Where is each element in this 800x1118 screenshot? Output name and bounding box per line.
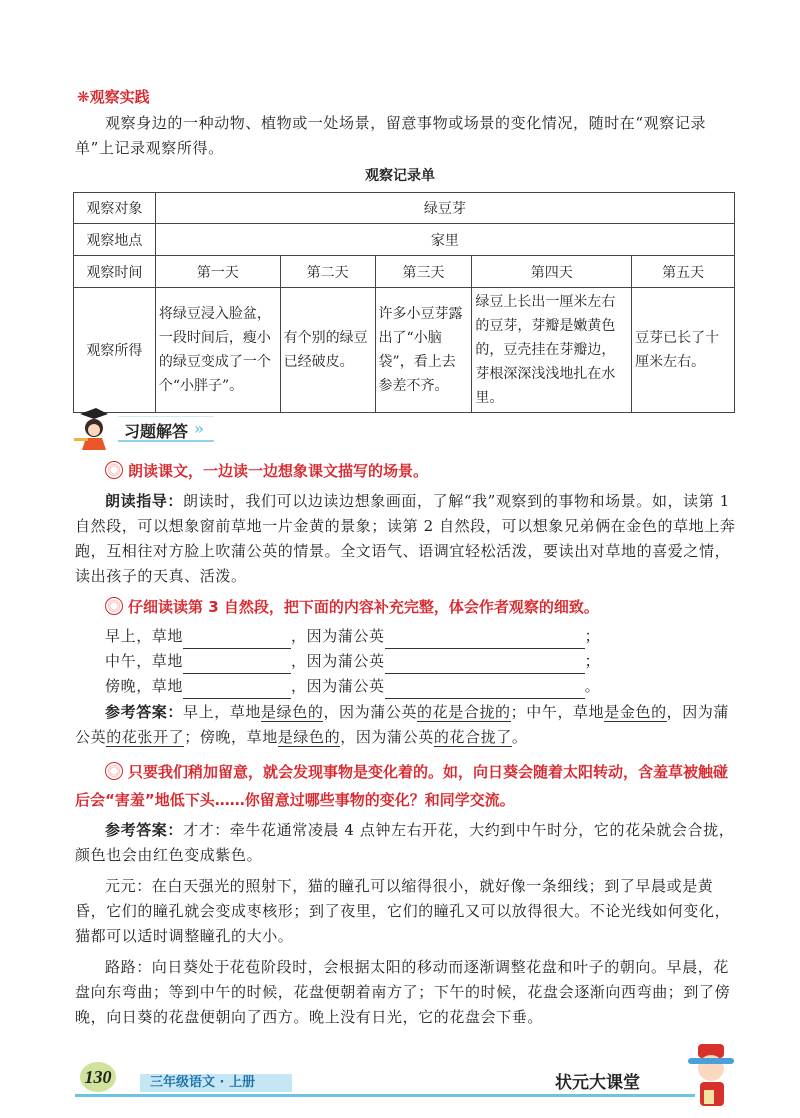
answer-underlined: 的花合拢了: [433, 728, 512, 746]
answer-underlined: 是绿色的: [277, 728, 341, 746]
seal-icon: [105, 461, 123, 479]
place-cell: 家里: [155, 224, 734, 256]
observation-cell: 绿豆上长出一厘米左右的豆芽，芽瓣是嫩黄色的，豆壳挂在芽瓣边，芽根深深浅浅地扎在水里。: [472, 288, 632, 413]
seal-icon: [105, 597, 123, 615]
answer-label: 朗读指导：: [105, 492, 184, 510]
practice-title: 观察实践: [89, 88, 150, 106]
question-text: 只要我们稍加留意，就会发现事物是变化着的。如，向日葵会随着太阳转动，含羞草被触碰后会“害羞”地低下头……你留意过哪些事物的变化？和同学交流。: [75, 763, 729, 809]
answer-underlined: 是金色的: [604, 703, 667, 721]
row-label: 观察所得: [74, 288, 156, 413]
question-3: [75, 758, 737, 814]
day-cell: 第五天: [632, 256, 735, 288]
answer-paragraph: [75, 818, 737, 868]
blank-input[interactable]: [385, 679, 585, 699]
day-cell: 第四天: [472, 256, 632, 288]
practice-text: 观察身边的一种动物、植物或一处场景，留意事物或场景的变化情况，随时在“观察记录单”上记录观察所得。: [75, 114, 707, 157]
answer-text: ；傍晚，草地: [184, 728, 278, 746]
day-cell: 第三天: [375, 256, 472, 288]
blank-input[interactable]: [183, 654, 291, 674]
answer-text: ，因为蒲公英: [340, 728, 434, 746]
fill-label: ，因为蒲公英: [291, 627, 385, 645]
observation-table: [73, 192, 735, 413]
question-text: 朗读课文，一边读一边想象课文描写的场景。: [128, 462, 429, 480]
section-header: [118, 416, 214, 442]
chevrons-icon: »: [194, 419, 204, 438]
q3-answers: [75, 818, 737, 1030]
answer-text: ，因为蒲公英: [75, 703, 730, 746]
fill-line: [105, 674, 745, 699]
section-title: 习题解答: [124, 422, 189, 441]
answer-paragraph: 路路：向日葵处于花苞阶段时，会根据太阳的移动而逐渐调整花盘和叶子的朝向。早晨，花盘向东弯曲；等到中午的时候，花盘便朝着南方了；下午的时候，花盘会逐渐向西弯曲；到了傍晚，向日葵的花盘便朝向了西方。晚上没有日光，它的花盘会下垂。: [75, 958, 731, 1026]
answer-underlined: 的花张开了: [106, 728, 185, 746]
fill-label: 傍晚，草地: [105, 677, 184, 695]
brand-name: 状元大课堂: [555, 1073, 640, 1093]
practice-heading: [77, 86, 150, 107]
observation-cell: 许多小豆芽露出了“小脑袋”，看上去参差不齐。: [375, 288, 472, 413]
answer-label: 参考答案：: [105, 703, 184, 721]
object-cell: 绿豆芽: [155, 193, 734, 224]
answer-label: 参考答案：: [105, 821, 184, 839]
seal-icon: [105, 762, 123, 780]
girl-mascot-icon: [72, 408, 112, 454]
observation-cell: 豆芽已长了十厘米左右。: [632, 288, 735, 413]
question-1: [105, 460, 428, 481]
row-label: 观察对象: [74, 193, 156, 224]
day-cell: 第二天: [280, 256, 375, 288]
answer-text: 。: [511, 728, 528, 746]
punct: ；: [584, 627, 601, 645]
row-label: 观察地点: [74, 224, 156, 256]
page-number: 130: [80, 1062, 116, 1092]
footer-line: [75, 1094, 695, 1097]
punct: 。: [584, 677, 601, 695]
fill-label: 早上，草地: [105, 627, 184, 645]
day-cell: 第一天: [155, 256, 280, 288]
scholar-mascot-icon: [680, 1040, 740, 1110]
fill-line: [105, 624, 745, 649]
fill-label: ，因为蒲公英: [291, 652, 385, 670]
table-title: 观察记录单: [365, 168, 435, 184]
asterisk-icon: ❋: [77, 88, 90, 106]
q2-answer: [75, 700, 737, 750]
observation-cell: 将绿豆浸入脸盆，一段时间后，瘦小的绿豆变成了一个个“小胖子”。: [155, 288, 280, 413]
book-title: 三年级语文 · 上册: [140, 1074, 292, 1092]
fill-blanks: [105, 624, 745, 699]
question-text: 仔细读读第 3 自然段，把下面的内容补充完整，体会作者观察的细致。: [128, 598, 599, 616]
fill-line: [105, 649, 745, 674]
blank-input[interactable]: [385, 654, 585, 674]
answer-text: 早上，草地: [183, 703, 262, 721]
answer-text: ，因为蒲公英: [323, 703, 418, 721]
row-label: 观察时间: [74, 256, 156, 288]
answer-underlined: 的花是合拢的: [417, 703, 511, 721]
blank-input[interactable]: [183, 629, 291, 649]
observation-cell: 有个别的绿豆已经破皮。: [280, 288, 375, 413]
blank-input[interactable]: [183, 679, 291, 699]
answer-underlined: 是绿色的: [261, 703, 324, 721]
answer-text: 才才：牵牛花通常凌晨 4 点钟左右开花，大约到中午时分，它的花朵就会合拢，颜色也会由红色变成紫色。: [75, 821, 735, 864]
fill-label: 中午，草地: [105, 652, 184, 670]
q1-answer: [75, 489, 737, 589]
answer-text: ；中午，草地: [510, 703, 605, 721]
punct: ；: [584, 652, 601, 670]
answer-text: 朗读时，我们可以边读边想象画面，了解“我”观察到的事物和场景。如，读第 1 自然段，可以想象窗前草地一片金黄的景象；读第 2 自然段，可以想象兄弟俩在金色的草地上奔跑，互相往对方脸上吹蒲公英的情景。全文语气、语调宜轻松活泼，要读出对草地的喜爱之情，读出孩子的天真、活泼。: [75, 492, 736, 585]
fill-label: ，因为蒲公英: [291, 677, 385, 695]
question-2: [105, 596, 599, 617]
answer-paragraph: 元元：在白天强光的照射下，猫的瞳孔可以缩得很小，就好像一条细线；到了早晨或是黄昏，它们的瞳孔就会变成枣核形；到了夜里，它们的瞳孔又可以放得很大。不论光线如何变化，猫都可以适时调整瞳孔的大小。: [75, 877, 731, 945]
blank-input[interactable]: [385, 629, 585, 649]
